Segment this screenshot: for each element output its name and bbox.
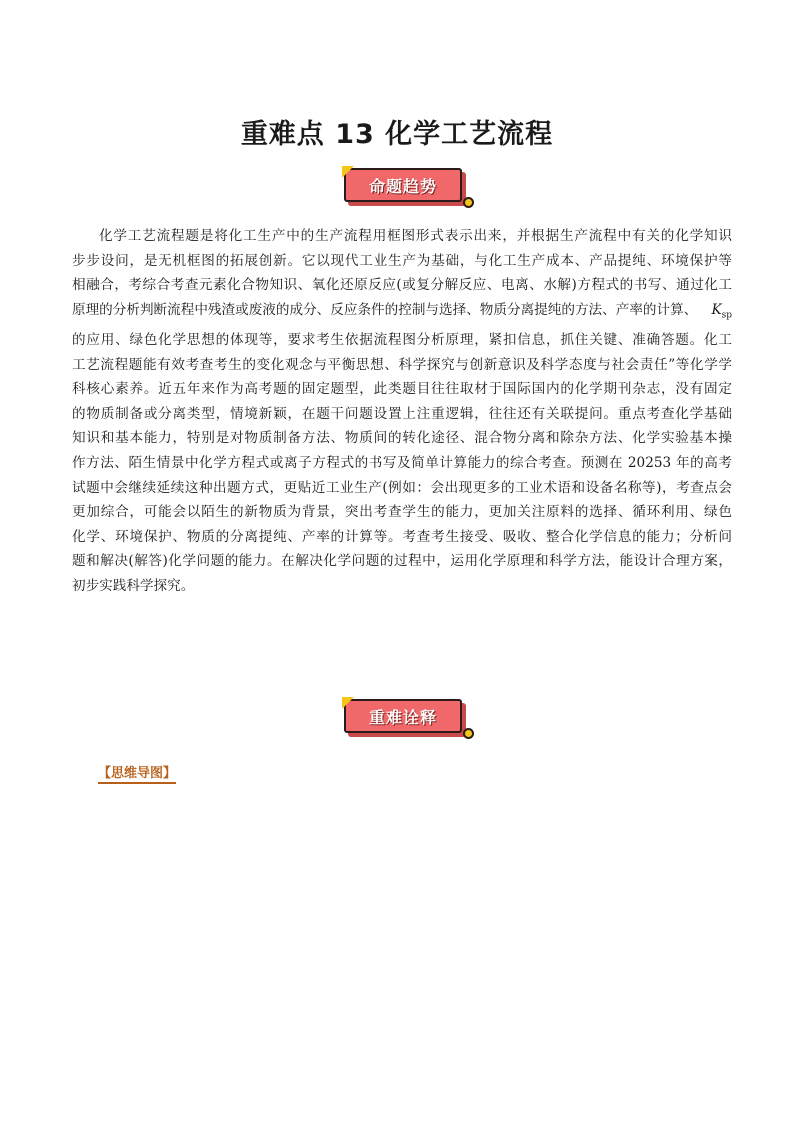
paragraph-line: 化学、环境保护、物质的分离提纯、产率的计算等。考查考生接受、吸收、整合化学信息的能力；分析问 [72,528,732,545]
paragraph-line: 作方法、陌生情景中化学方程式或离子方程式的书写及简单计算能力的综合考查。预测在 20253 年的高考 [72,455,732,472]
badge-label: 命题趋势 [344,168,462,202]
badge-corner-triangle-icon [342,697,354,709]
paragraph-line: 工艺流程题能有效考查考生的变化观念与平衡思想、科学探究与创新意识及科学态度与社会责任”等化学学 [72,356,732,373]
paragraph-line: 化学工艺流程题是将化工生产中的生产流程用框图形式表示出来，并根据生产流程中有关的化学知识 [99,228,732,244]
paragraph-line: 知识和基本能力，特别是对物质制备方法、物质间的转化途径、混合物分离和除杂方法、化学实验基本操 [72,430,732,447]
paragraph-line: 科核心素养。近五年来作为高考题的固定题型，此类题目往往取材于国际国内的化学期刊杂志，没有固定 [72,381,732,398]
page-title: 重难点 13 化学工艺流程 [240,119,554,150]
paragraph-line: 题和解决(解答)化学问题的能力。在解决化学问题的过程中，运用化学原理和科学方法，能设计合理方案， [72,553,732,570]
badge-ring-icon [463,728,474,739]
paragraph-line: 更加综合，可能会以陌生的新物质为背景，突出考查学生的能力，更加关注原料的选择、循环利用、绿色 [72,504,732,521]
badge-ring-icon [463,197,474,208]
mind-map-label: 【思维导图】 [98,762,176,784]
paragraph-line: 的应用、绿色化学思想的体现等，要求考生依据流程图分析原理，紧扣信息，抓住关键、准确答题。化工 [72,332,732,349]
badge-key-explanation [342,697,474,741]
paragraph-line: 试题中会继续延续这种出题方式，更贴近工业生产(例如：会出现更多的工业术语和设备名称等)，考查点会 [72,479,732,496]
trend-paragraph [72,224,732,599]
paragraph-line-text: 原理的分析判断流程中残渣或废液的成分、反应条件的控制与选择、物质分离提纯的方法、产率的计算、 [72,301,698,318]
badge-proposition-trend [342,166,474,210]
badge-label: 重难诠释 [344,699,462,733]
paragraph-line: 相融合，考综合考查元素化合物知识、氧化还原反应(或复分解反应、电离、水解)方程式的书写、通过化工 [72,277,732,294]
paragraph-line: 初步实践科学探究。 [72,578,195,595]
badge-corner-triangle-icon [342,166,354,178]
ksp-symbol: $K_{sp}$ [711,301,732,321]
paragraph-line: 步步设问，是无机框图的拓展创新。它以现代工业生产为基础，与化工生产成本、产品提纯、环境保护等 [72,252,732,269]
paragraph-line [72,298,732,328]
paragraph-line: 的物质制备或分离类型，情境新颖，在题干问题设置上注重逻辑，往往还有关联提问。重点考查化学基础 [72,405,732,422]
